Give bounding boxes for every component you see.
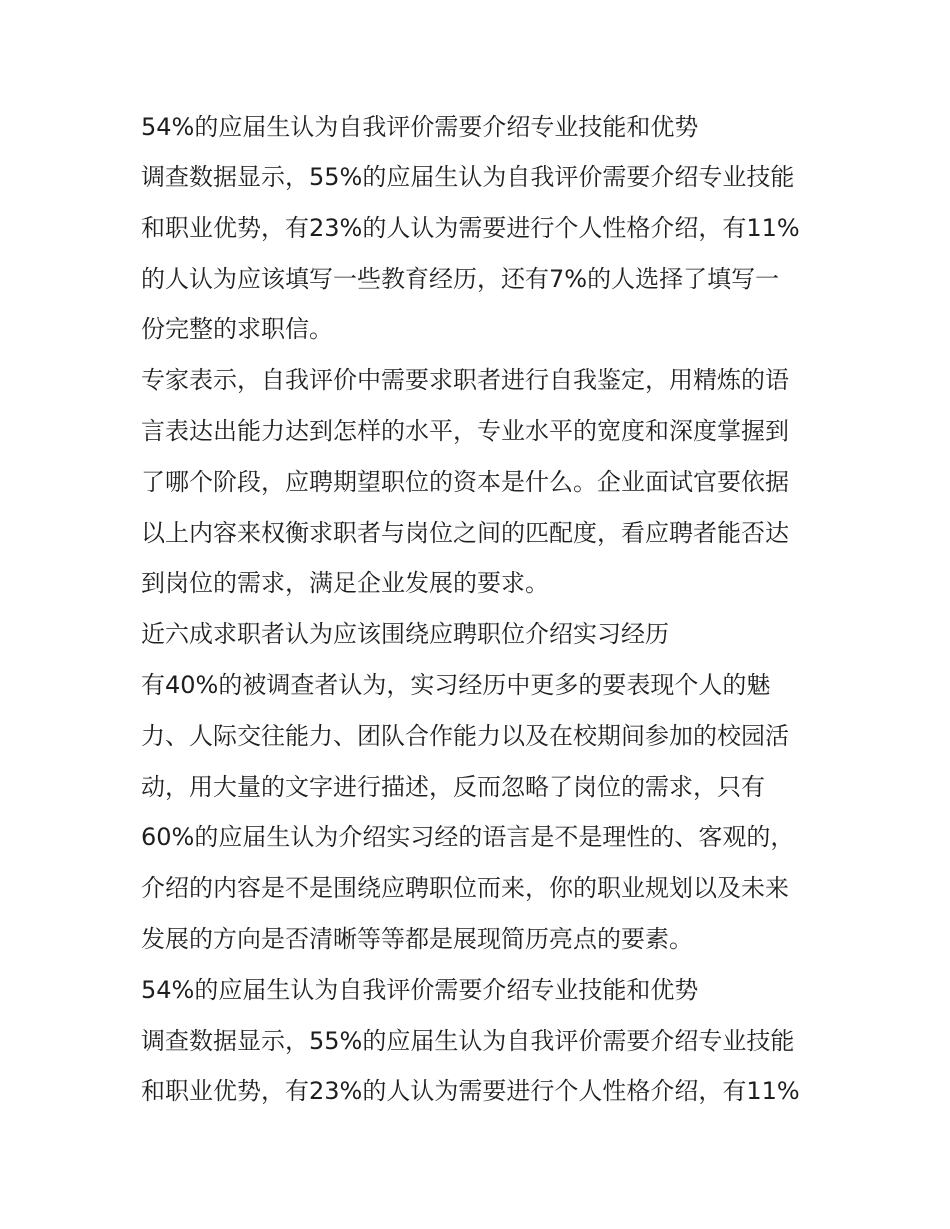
paragraph-line: 60%的应届生认为介绍实习经的语言是不是理性的、客观的， (141, 823, 795, 852)
paragraph-line: 了哪个阶段，应聘期望职位的资本是什么。企业面试官要依据 (141, 467, 789, 496)
paragraph-line: 动，用大量的文字进行描述，反而忽略了岗位的需求，只有 (141, 772, 765, 801)
section-heading: 54%的应届生认为自我评价需要介绍专业技能和优势 (141, 113, 699, 141)
section-heading: 近六成求职者认为应该围绕应聘职位介绍实习经历 (141, 620, 669, 649)
paragraph-line: 介绍的内容是不是围绕应聘职位而来，你的职业规划以及未来 (141, 874, 789, 903)
paragraph-line: 调查数据显示，55%的应届生认为自我评价需要介绍专业技能 (141, 163, 795, 191)
paragraph-line: 言表达出能力达到怎样的水平，专业水平的宽度和深度掌握到 (141, 416, 789, 445)
paragraph-line: 到岗位的需求，满足企业发展的要求。 (141, 569, 549, 598)
paragraph-line: 有40%的被调查者认为，实习经历中更多的要表现个人的魅 (141, 670, 771, 699)
section-heading: 54%的应届生认为自我评价需要介绍专业技能和优势 (141, 975, 699, 1004)
paragraph-line: 的人认为应该填写一些教育经历，还有7%的人选择了填写一 (141, 264, 780, 293)
paragraph-line: 和职业优势，有23%的人认为需要进行个人性格介绍，有11% (141, 1077, 800, 1106)
paragraph-line: 和职业优势，有23%的人认为需要进行个人性格介绍，有11% (141, 213, 800, 242)
document-body (141, 110, 821, 1117)
paragraph-line: 力、人际交往能力、团队合作能力以及在校期间参加的校园活 (141, 721, 789, 750)
paragraph-line: 以上内容来权衡求职者与岗位之间的匹配度，看应聘者能否达 (141, 518, 789, 547)
paragraph-line: 调查数据显示，55%的应届生认为自我评价需要介绍专业技能 (141, 1026, 795, 1055)
paragraph-line: 份完整的求职信。 (141, 315, 333, 344)
paragraph-line: 发展的方向是否清晰等等都是展现简历亮点的要素。 (141, 924, 693, 953)
paragraph-line: 专家表示，自我评价中需要求职者进行自我鉴定，用精炼的语 (141, 366, 789, 395)
